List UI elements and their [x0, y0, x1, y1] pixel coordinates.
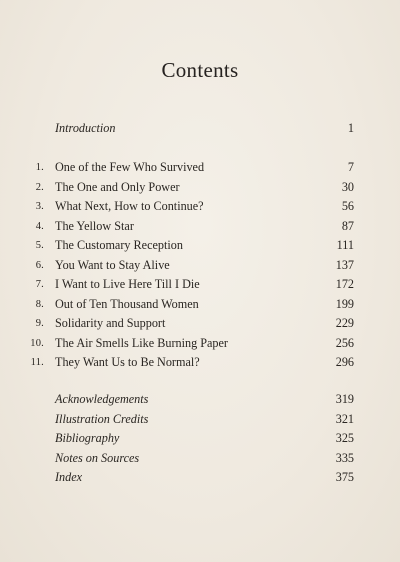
chapter-title: The One and Only Power	[55, 179, 180, 194]
toc-entry-label: Introduction	[55, 121, 116, 135]
toc-page-number: 172	[335, 277, 354, 291]
chapter-title: The Yellow Star	[55, 218, 134, 233]
toc-page-number: 256	[335, 335, 354, 350]
toc-chapter	[0, 275, 400, 294]
back-matter-title: Acknowledgements	[55, 392, 149, 406]
chapter-title: I Want to Live Here Till I Die	[55, 277, 200, 291]
toc-chapter	[0, 334, 400, 353]
toc-chapter	[0, 314, 400, 333]
chapter-number: 7.	[35, 279, 44, 290]
toc-back-matter	[0, 390, 400, 409]
toc-chapter	[0, 295, 400, 314]
chapter-title: What Next, How to Continue?	[55, 199, 204, 213]
chapter-number: 11.	[30, 357, 44, 368]
toc-page-number: 111	[336, 238, 354, 252]
toc-page-number: 1	[347, 121, 354, 135]
toc-back-matter	[0, 468, 400, 487]
toc-chapter	[0, 217, 400, 236]
toc-chapter	[0, 178, 400, 197]
toc-chapter	[0, 158, 400, 177]
chapter-title: You Want to Stay Alive	[55, 257, 170, 272]
toc-page-number: 319	[335, 392, 354, 406]
toc-chapter	[0, 353, 400, 372]
back-matter-title: Illustration Credits	[55, 411, 149, 426]
chapter-number: 4.	[35, 220, 44, 232]
toc-page-number: 296	[335, 355, 354, 369]
toc-page-number: 7	[347, 160, 354, 174]
chapter-title: The Customary Reception	[55, 238, 183, 252]
chapter-number: 1.	[35, 162, 44, 173]
chapter-number: 9.	[35, 318, 44, 329]
toc-page-number: 325	[335, 431, 354, 445]
chapter-number: 8.	[35, 298, 44, 310]
chapter-number: 3.	[35, 201, 44, 212]
back-matter-title: Bibliography	[55, 431, 120, 445]
toc-page-number: 321	[335, 411, 354, 426]
toc-page-number: 375	[335, 470, 354, 484]
back-matter-title: Index	[55, 470, 83, 484]
back-matter-title: Notes on Sources	[55, 450, 140, 465]
chapter-title: They Want Us to Be Normal?	[55, 355, 200, 369]
toc-page-number: 87	[341, 218, 354, 233]
chapter-title: One of the Few Who Survived	[55, 160, 205, 174]
toc-page-number: 30	[341, 179, 354, 194]
toc-page-number: 199	[335, 296, 354, 311]
chapter-number: 10.	[30, 337, 44, 349]
toc-chapter	[0, 256, 400, 275]
toc-page-number: 335	[335, 450, 354, 465]
toc-back-matter	[0, 429, 400, 448]
toc-introduction	[0, 119, 400, 138]
toc-page-number: 56	[341, 199, 354, 213]
toc-page-number: 137	[335, 257, 354, 272]
chapter-number: 2.	[35, 181, 44, 193]
toc-back-matter	[0, 410, 400, 429]
page-title: Contents	[161, 58, 239, 82]
chapter-number: 5.	[35, 240, 44, 251]
toc-chapter	[0, 236, 400, 255]
toc-page-number: 229	[335, 316, 354, 330]
chapter-number: 6.	[35, 259, 44, 271]
chapter-title: The Air Smells Like Burning Paper	[55, 335, 228, 350]
toc-back-matter	[0, 449, 400, 468]
toc-chapter	[0, 197, 400, 216]
chapter-title: Solidarity and Support	[55, 316, 166, 330]
chapter-title: Out of Ten Thousand Women	[55, 296, 199, 311]
